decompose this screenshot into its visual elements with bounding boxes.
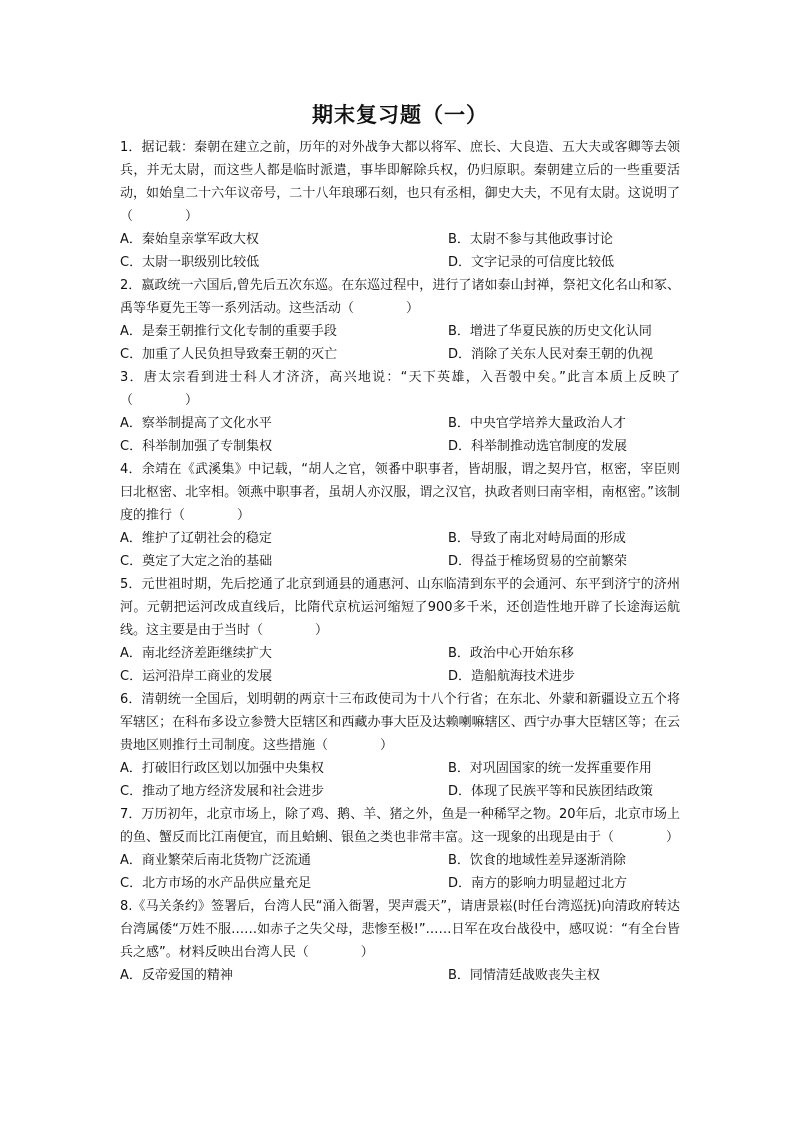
question-8: [120, 895, 680, 987]
question-stem: 2．嬴政统一六国后,曾先后五次东巡。在东巡过程中，进行了诸如泰山封禅，祭祀文化名山和冢、禹等华夏先王等一系列活动。这些活动（ ）: [120, 278, 680, 316]
option-a: A．商业繁荣后南北货物广泛流通: [120, 853, 311, 868]
question-options: [120, 412, 680, 458]
question-4: [120, 458, 680, 573]
question-options: [120, 849, 680, 895]
question-stem: 7．万历初年，北京市场上，除了鸡、鹅、羊、猪之外，鱼是一种稀罕之物。20年后，北京市场上的鱼、蟹反而比江南便宜，而且蛤蜊、银鱼之类也非常丰富。这一现象的出现是由于（ ）: [120, 807, 680, 845]
question-options: [120, 320, 680, 366]
option-d: D．文字记录的可信度比较低: [448, 255, 615, 270]
option-d: D．造船航海技术进步: [448, 669, 576, 684]
question-6: [120, 688, 680, 803]
question-options: [120, 527, 680, 573]
option-a: A．是秦王朝推行文化专制的重要手段: [120, 324, 337, 339]
question-options: [120, 964, 680, 987]
question-stem: 4．余靖在《武溪集》中记载，“胡人之官，领番中职事者，皆胡服，谓之契丹官，枢密，宰臣则曰北枢密、北宰相。领燕中职事者，虽胡人亦汉服，谓之汉官，执政者则曰南宰相，南枢密。”该制度的推行（ ）: [120, 462, 680, 523]
option-d: D．得益于榷场贸易的空前繁荣: [448, 554, 628, 569]
option-c: C．太尉一职级别比较低: [120, 255, 260, 270]
option-a: A．维护了辽朝社会的稳定: [120, 531, 272, 546]
option-a: A．反帝爱国的精神: [120, 968, 233, 983]
question-stem: 1．据记载：秦朝在建立之前，历年的对外战争大都以将军、庶长、大良造、五大夫或客卿等去领兵，并无太尉，而这些人都是临时派遣，事毕即解除兵权，仍归原职。秦朝建立后的一些重要活动，如始皇二十六年议帝号，二十八年琅琊石刻，也只有丞相，御史大夫，不见有太尉。这说明了（ ）: [120, 140, 680, 224]
question-3: [120, 366, 680, 458]
question-stem: 8.《马关条约》签署后，台湾人民“涌入衙署，哭声震天”，请唐景崧(时任台湾巡抚)向清政府转达台湾属倭“万姓不服……如赤子之失父母，悲惨至极!”……日军在攻台战役中，感叹说：“有全台皆兵之感”。材料反映出台湾人民（ ）: [120, 899, 680, 960]
option-d: D．南方的影响力明显超过北方: [448, 876, 628, 891]
option-b: B．中央官学培养大量政治人才: [448, 416, 626, 431]
question-2: [120, 274, 680, 366]
option-c: C．加重了人民负担导致秦王朝的灭亡: [120, 347, 338, 362]
option-b: B．对巩固国家的统一发挥重要作用: [448, 761, 652, 776]
option-d: D．体现了民族平等和民族团结政策: [448, 784, 654, 799]
option-c: C．科举制加强了专制集权: [120, 439, 273, 454]
question-options: [120, 228, 680, 274]
option-c: C．运河沿岸工商业的发展: [120, 669, 273, 684]
option-c: C．北方市场的水产品供应量充足: [120, 876, 312, 891]
option-a: A．秦始皇亲掌军政大权: [120, 232, 259, 247]
option-a: A．察举制提高了文化水平: [120, 416, 272, 431]
option-a: A．打破旧行政区划以加强中央集权: [120, 761, 324, 776]
option-d: D．消除了关东人民对秦王朝的仇视: [448, 347, 654, 362]
question-options: [120, 642, 680, 688]
question-5: [120, 573, 680, 688]
option-b: B．同情清廷战败丧失主权: [448, 968, 600, 983]
question-options: [120, 757, 680, 803]
question-stem: 3．唐太宗看到进士科人才济济，高兴地说：“天下英雄，入吾彀中矣。”此言本质上反映了（ ）: [120, 370, 680, 408]
page-title: 期末复习题（一）: [312, 102, 488, 127]
option-c: C．奠定了大定之治的基础: [120, 554, 273, 569]
question-1: [120, 136, 680, 274]
exam-page: [120, 100, 680, 987]
option-b: B．增进了华夏民族的历史文化认同: [448, 324, 652, 339]
question-stem: 5．元世祖时期，先后挖通了北京到通县的通惠河、山东临清到东平的会通河、东平到济宁的济州河。元朝把运河改成直线后，比隋代京杭运河缩短了900多千米，还创造性地开辟了长途海运航线。这主要是由于当时（ ）: [120, 577, 680, 638]
option-d: D．科举制推动选官制度的发展: [448, 439, 628, 454]
option-b: B．政治中心开始东移: [448, 646, 574, 661]
option-c: C．推动了地方经济发展和社会进步: [120, 784, 325, 799]
question-stem: 6．清朝统一全国后，划明朝的两京十三布政使司为十八个行省；在东北、外蒙和新疆设立五个将军辖区；在科布多设立参赞大臣辖区和西藏办事大臣及达赖喇嘛辖区、西宁办事大臣辖区等；在云贵地区则推行土司制度。这些措施（ ）: [120, 692, 680, 753]
option-b: B．太尉不参与其他政事讨论: [448, 232, 613, 247]
question-7: [120, 803, 680, 895]
option-a: A．南北经济差距继续扩大: [120, 646, 272, 661]
option-b: B．导致了南北对峙局面的形成: [448, 531, 626, 546]
question-list: [120, 136, 680, 987]
option-b: B．饮食的地域性差异逐渐消除: [448, 853, 626, 868]
